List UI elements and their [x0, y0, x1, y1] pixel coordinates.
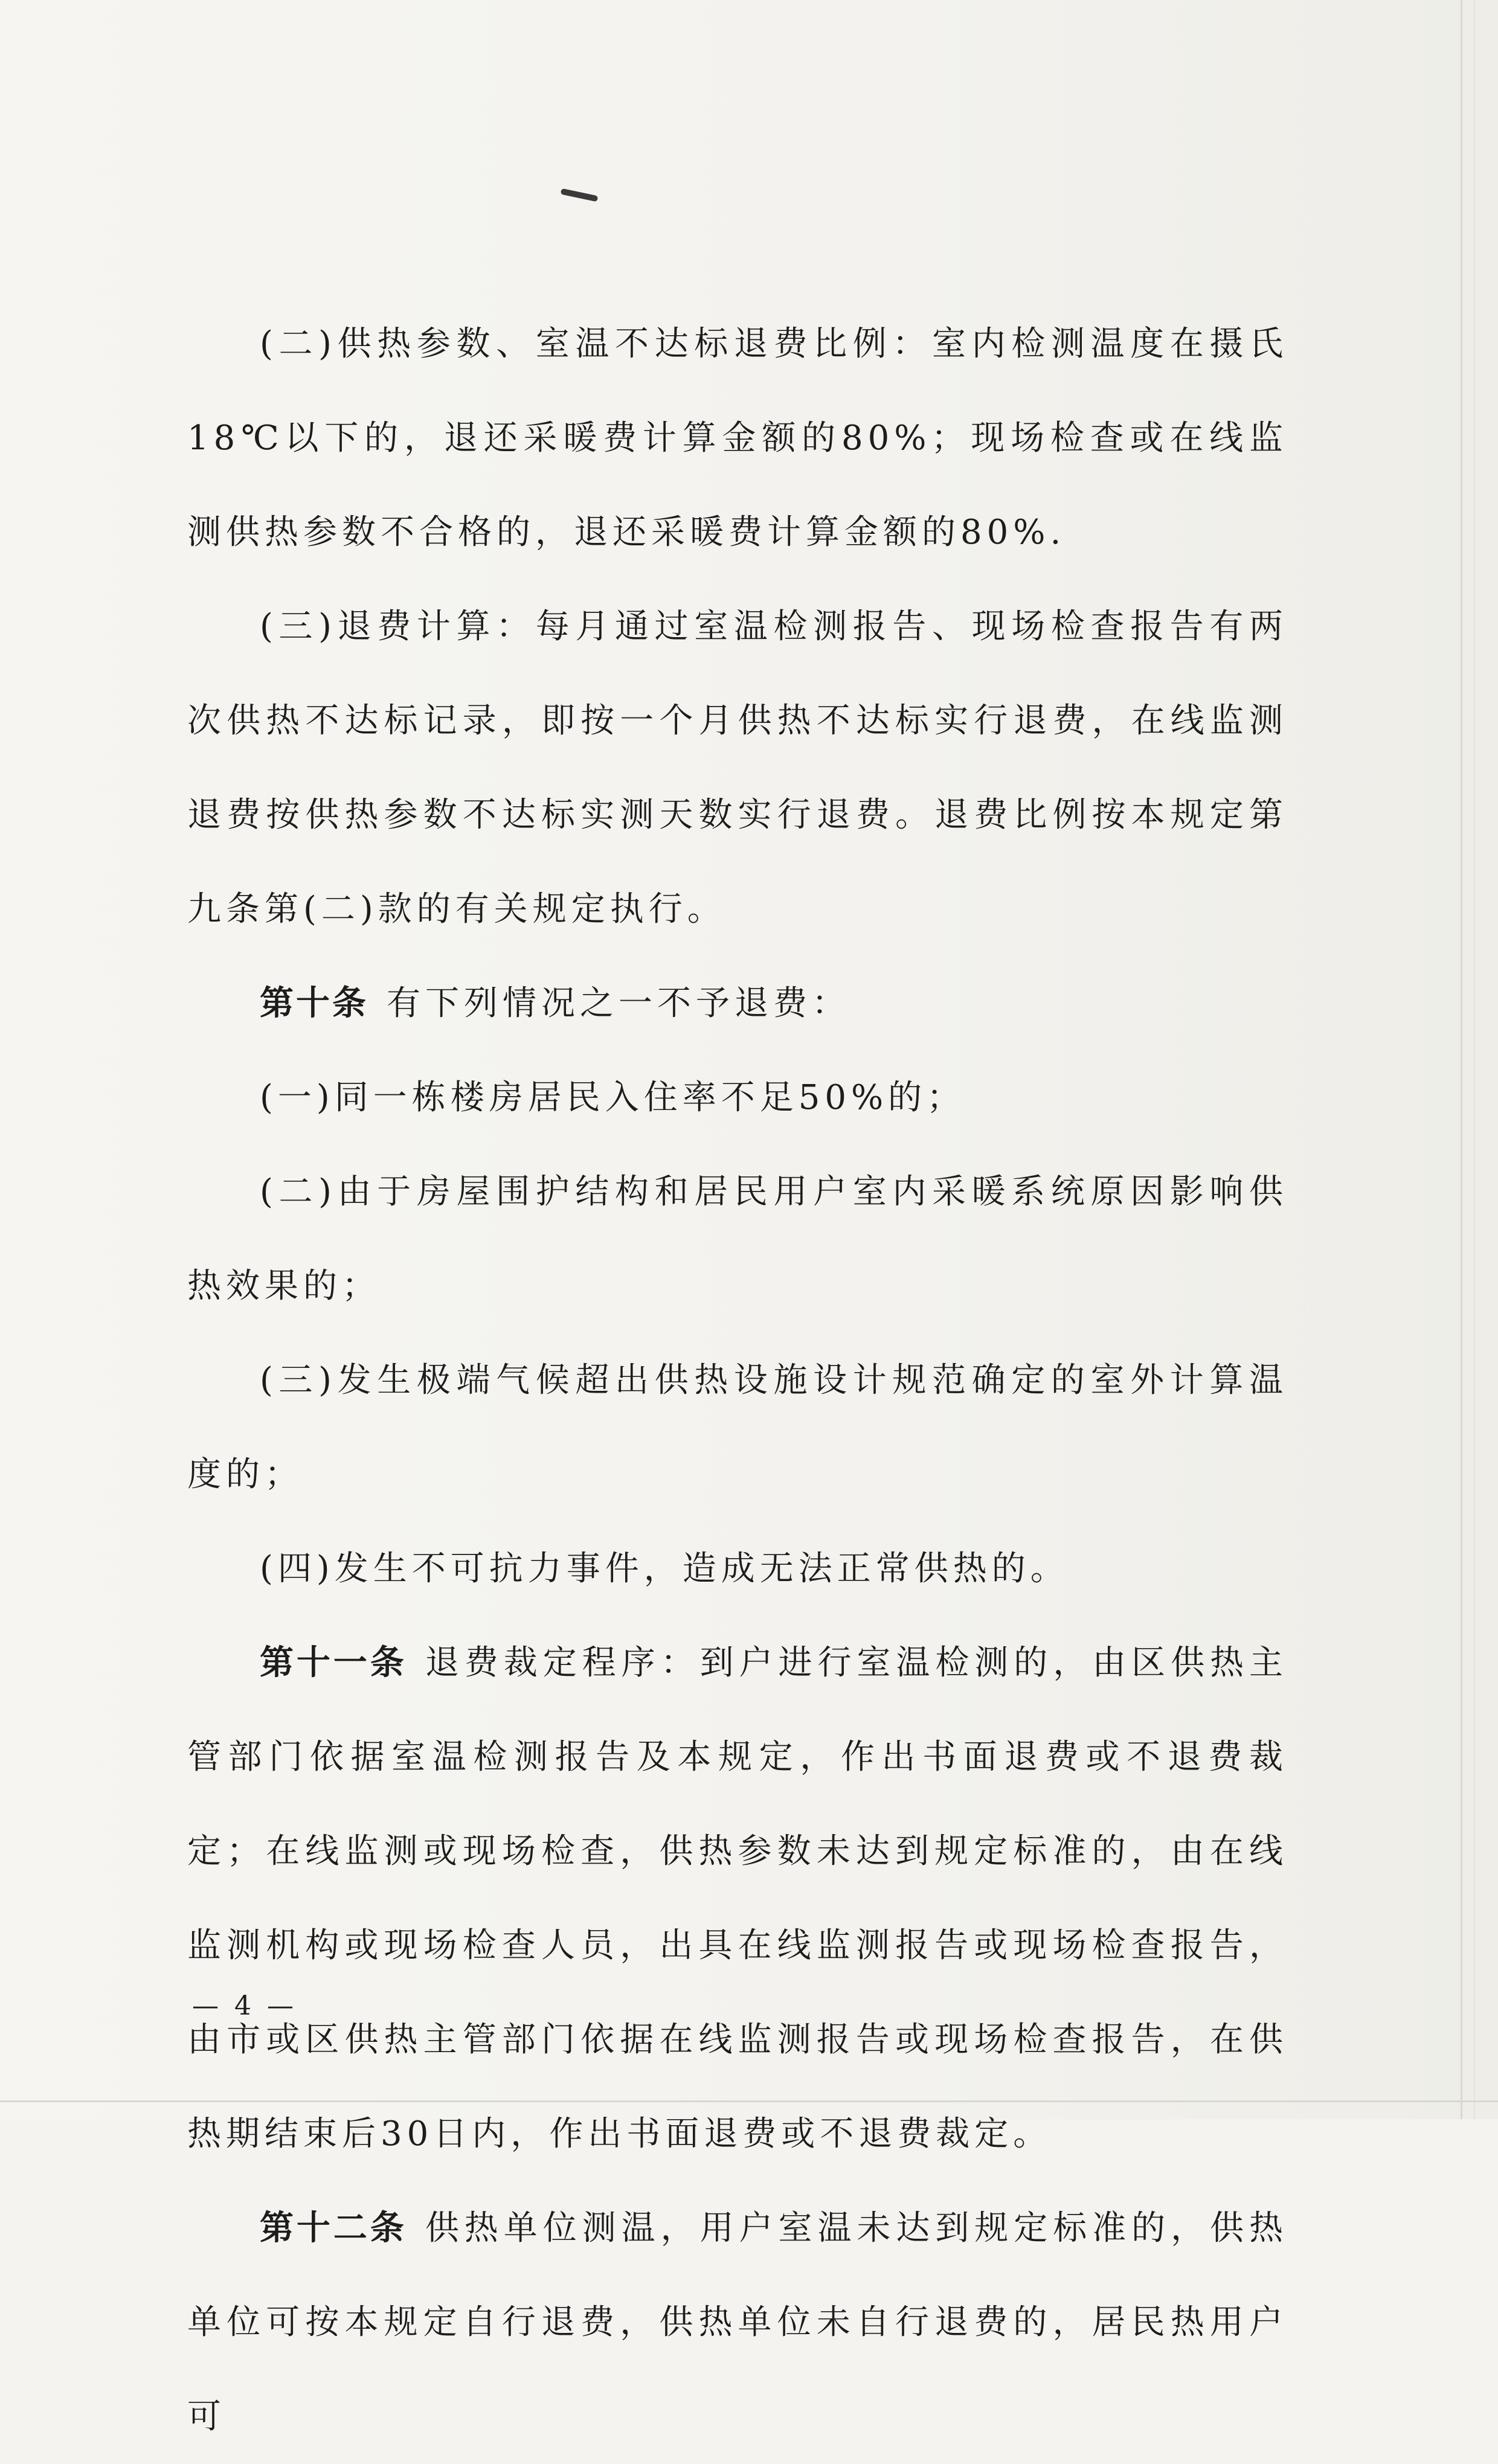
paragraph-text: 供热单位测温，用户室温未达到规定标准的，供热单位可按本规定自行退费，供热单位未自行退费的，居民热用户可	[187, 2209, 1288, 2436]
paragraph-text: (三)退费计算：每月通过室温检测报告、现场检查报告有两次供热不达标记录，即按一个月供热不达标实行退费，在线监测退费按供热参数不达标实测天数实行退费。退费比例按本规定第九条第(二)款的有关规定执行。	[187, 607, 1288, 929]
document-body	[187, 297, 1288, 2464]
paragraph-text: (一)同一栋楼房居民入住率不足50%的；	[260, 1078, 966, 1117]
article-10-item-3	[187, 1333, 1288, 1522]
paragraph-text: 退费裁定程序：到户进行室温检测的，由区供热主管部门依据室温检测报告及本规定，作出书面退费或不退费裁定；在线监测或现场检查，供热参数未达到规定标准的，由在线监测机构或现场检查人员，出具在线监测报告或现场检查报告，由市或区供热主管部门依据在线监测报告或现场检查报告，在供热期结束后30日内，作出书面退费或不退费裁定。	[187, 1643, 1288, 2154]
ink-smudge-mark	[561, 188, 599, 202]
paragraph-text: (四)发生不可抗力事件，造成无法正常供热的。	[260, 1549, 1069, 1588]
page-number: — 4 —	[192, 1991, 297, 2021]
paragraph-2-heating-params	[187, 297, 1288, 580]
article-heading: 第十一条	[260, 1643, 407, 1683]
page-fold-line-secondary	[1474, 0, 1475, 2119]
paragraph-text: (二)供热参数、室温不达标退费比例：室内检测温度在摄氏18℃以下的，退还采暖费计算金额的80%；现场检查或在线监测供热参数不合格的，退还采暖费计算金额的80%.	[187, 324, 1288, 552]
article-10-item-2	[187, 1145, 1288, 1333]
article-heading: 第十二条	[260, 2209, 407, 2248]
article-10-item-1	[187, 1051, 1288, 1145]
article-11	[187, 1616, 1288, 2181]
paragraph-3-refund-calc	[187, 580, 1288, 957]
article-12	[187, 2181, 1288, 2464]
article-10	[187, 957, 1288, 1051]
article-heading: 第十条	[260, 984, 368, 1023]
article-10-item-4	[187, 1522, 1288, 1616]
paragraph-text: (三)发生极端气候超出供热设施设计规范确定的室外计算温度的；	[187, 1361, 1288, 1494]
paragraph-text: (二)由于房屋围护结构和居民用户室内采暖系统原因影响供热效果的；	[187, 1172, 1288, 1306]
page-fold-line	[1461, 0, 1462, 2119]
paragraph-text: 有下列情况之一不予退费：	[387, 984, 850, 1023]
